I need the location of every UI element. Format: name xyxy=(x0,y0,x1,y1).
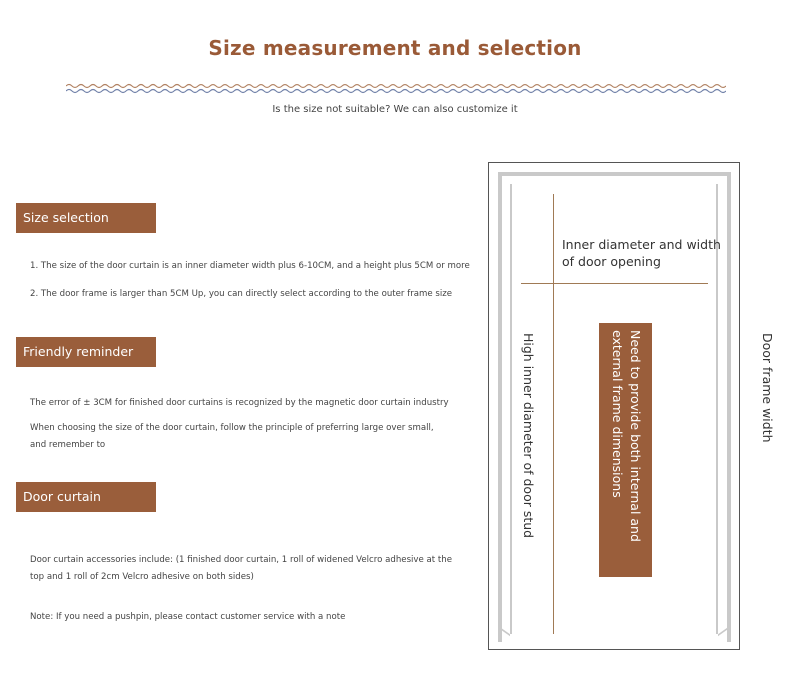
size-selection-label: Size selection xyxy=(16,203,156,233)
width-dimension-line xyxy=(521,283,708,284)
dimension-note-label: Need to provide both internal and external frame dimensions xyxy=(610,330,643,542)
inner-height-label: High inner diameter of door stud xyxy=(521,333,536,539)
decorative-wave-divider xyxy=(66,82,726,96)
friendly-reminder-line-1: The error of ± 3CM for finished door curtains is recognized by the magnetic door curtain industry xyxy=(30,398,449,408)
customize-subtitle: Is the size not suitable? We can also customize it xyxy=(272,104,518,115)
friendly-reminder-line-3: and remember to xyxy=(30,440,106,450)
inner-width-label: Inner diameter and width of door opening xyxy=(562,237,721,269)
friendly-reminder-line-2: When choosing the size of the door curtain, follow the principle of preferring large over small, xyxy=(30,423,434,433)
height-dimension-line xyxy=(553,194,554,634)
size-selection-line-2: 2. The door frame is larger than 5CM Up, you can directly select according to the outer frame size xyxy=(30,289,453,299)
page-title: Size measurement and selection xyxy=(208,36,582,60)
size-selection-line-1: 1. The size of the door curtain is an inner diameter width plus 6-10CM, and a height plus 5CM or more xyxy=(30,261,470,271)
pushpin-note: Note: If you need a pushpin, please contact customer service with a note xyxy=(30,612,346,622)
standard-line-1: Door curtain accessories include: (1 finished door curtain, 1 roll of widened Velcro adhesive at the xyxy=(30,555,453,565)
left-jamb-line xyxy=(510,184,512,634)
friendly-reminder-label: Friendly reminder xyxy=(16,337,156,367)
door-curtain-standard-label: Door curtain standard xyxy=(16,482,156,512)
frame-width-label: Door frame width xyxy=(760,333,775,443)
standard-line-2: top and 1 roll of 2cm Velcro adhesive on both sides) xyxy=(30,572,254,582)
